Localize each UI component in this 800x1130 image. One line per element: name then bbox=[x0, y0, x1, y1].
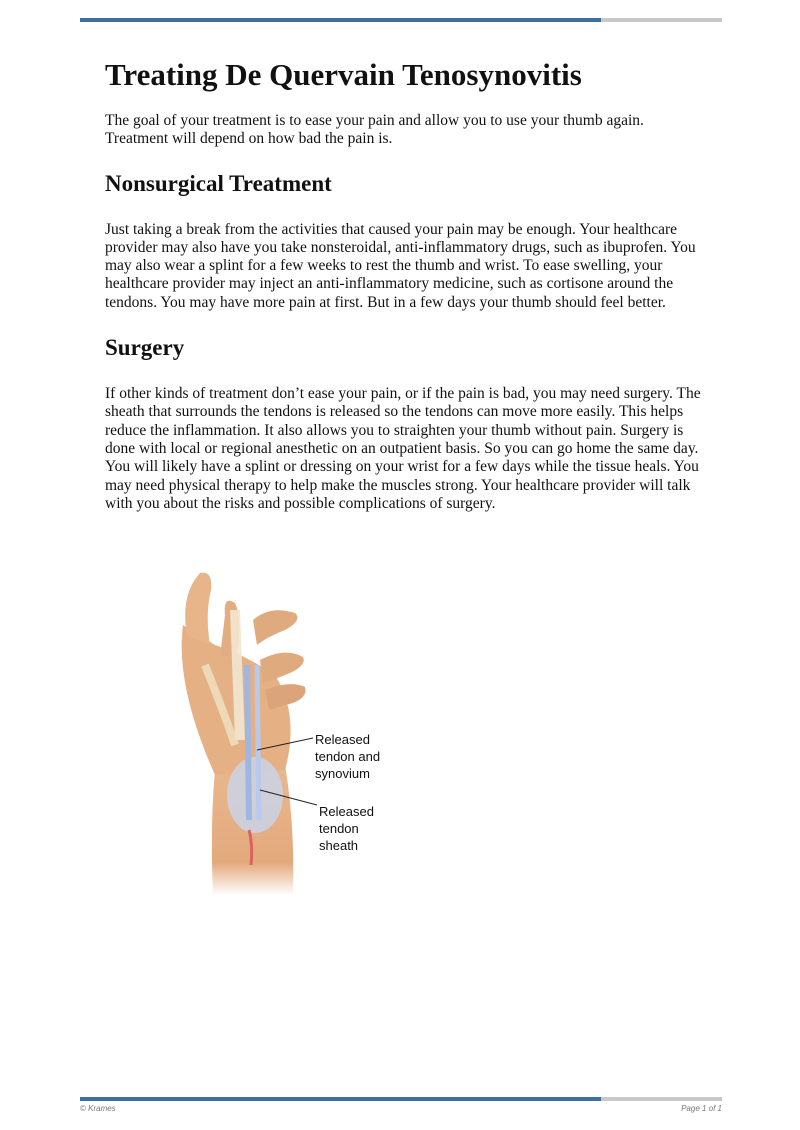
surgery-heading: Surgery bbox=[105, 335, 185, 361]
callout-label-2-line-1: Released bbox=[319, 804, 374, 819]
footer-rule-accent bbox=[80, 1097, 601, 1101]
callout-label-1-line-2: tendon and bbox=[315, 749, 381, 764]
callout-label-2-line-3: sheath bbox=[319, 838, 359, 853]
nonsurgical-paragraph: Just taking a break from the activities that caused your pain may be enough. Your healthcare provider may also have you take nonsteroidal, anti-inflammatory drugs, such as ibuprofen. You may also wear a splint for a few weeks to rest the thumb and wrist. To ease swelling, your healthcare provider may inject an anti-inflammatory medicine, such as cortisone around the tendons. You may have more pain at first. But in a few days your thumb should feel better. bbox=[105, 220, 696, 311]
wrist-surgery-illustration bbox=[165, 565, 405, 915]
header-rule bbox=[80, 18, 722, 22]
footer-page-number: Page 1 of 1 bbox=[681, 1104, 722, 1113]
hand-drawing bbox=[182, 573, 306, 895]
header-rule-grey bbox=[601, 18, 722, 22]
intro-paragraph: The goal of your treatment is to ease your pain and allow you to use your thumb again. Treatment will depend on how bad the pain is. bbox=[105, 112, 644, 148]
callout-label-1-line-3: synovium bbox=[315, 766, 370, 781]
footer-rule-grey bbox=[601, 1097, 722, 1101]
callout-label-2-line-2: tendon bbox=[319, 821, 359, 836]
page-title: Treating De Quervain Tenosynovitis bbox=[105, 57, 582, 92]
surgery-paragraph: If other kinds of treatment don’t ease your pain, or if the pain is bad, you may need surgery. The sheath that surrounds the tendons is released so the tendons can move more easily. This helps reduce the inflammation. It also allows you to straighten your thumb without pain. Surgery is done with local or regional anesthetic on an outpatient basis. So you can go home the same day. You will likely have a splint or dressing on your wrist for a few days while the tissue heals. You may need physical therapy to help make the muscles strong. Your healthcare provider will talk with you about the risks and possible complications of surgery. bbox=[105, 385, 701, 512]
document-body bbox=[105, 52, 705, 513]
callout-label-2 bbox=[319, 804, 378, 853]
callout-label-1 bbox=[315, 732, 384, 781]
footer-copyright: © Krames bbox=[80, 1104, 116, 1113]
footer-rule bbox=[80, 1097, 722, 1101]
callout-label-1-line-1: Released bbox=[315, 732, 370, 747]
header-rule-accent bbox=[80, 18, 601, 22]
nonsurgical-heading: Nonsurgical Treatment bbox=[105, 170, 332, 196]
